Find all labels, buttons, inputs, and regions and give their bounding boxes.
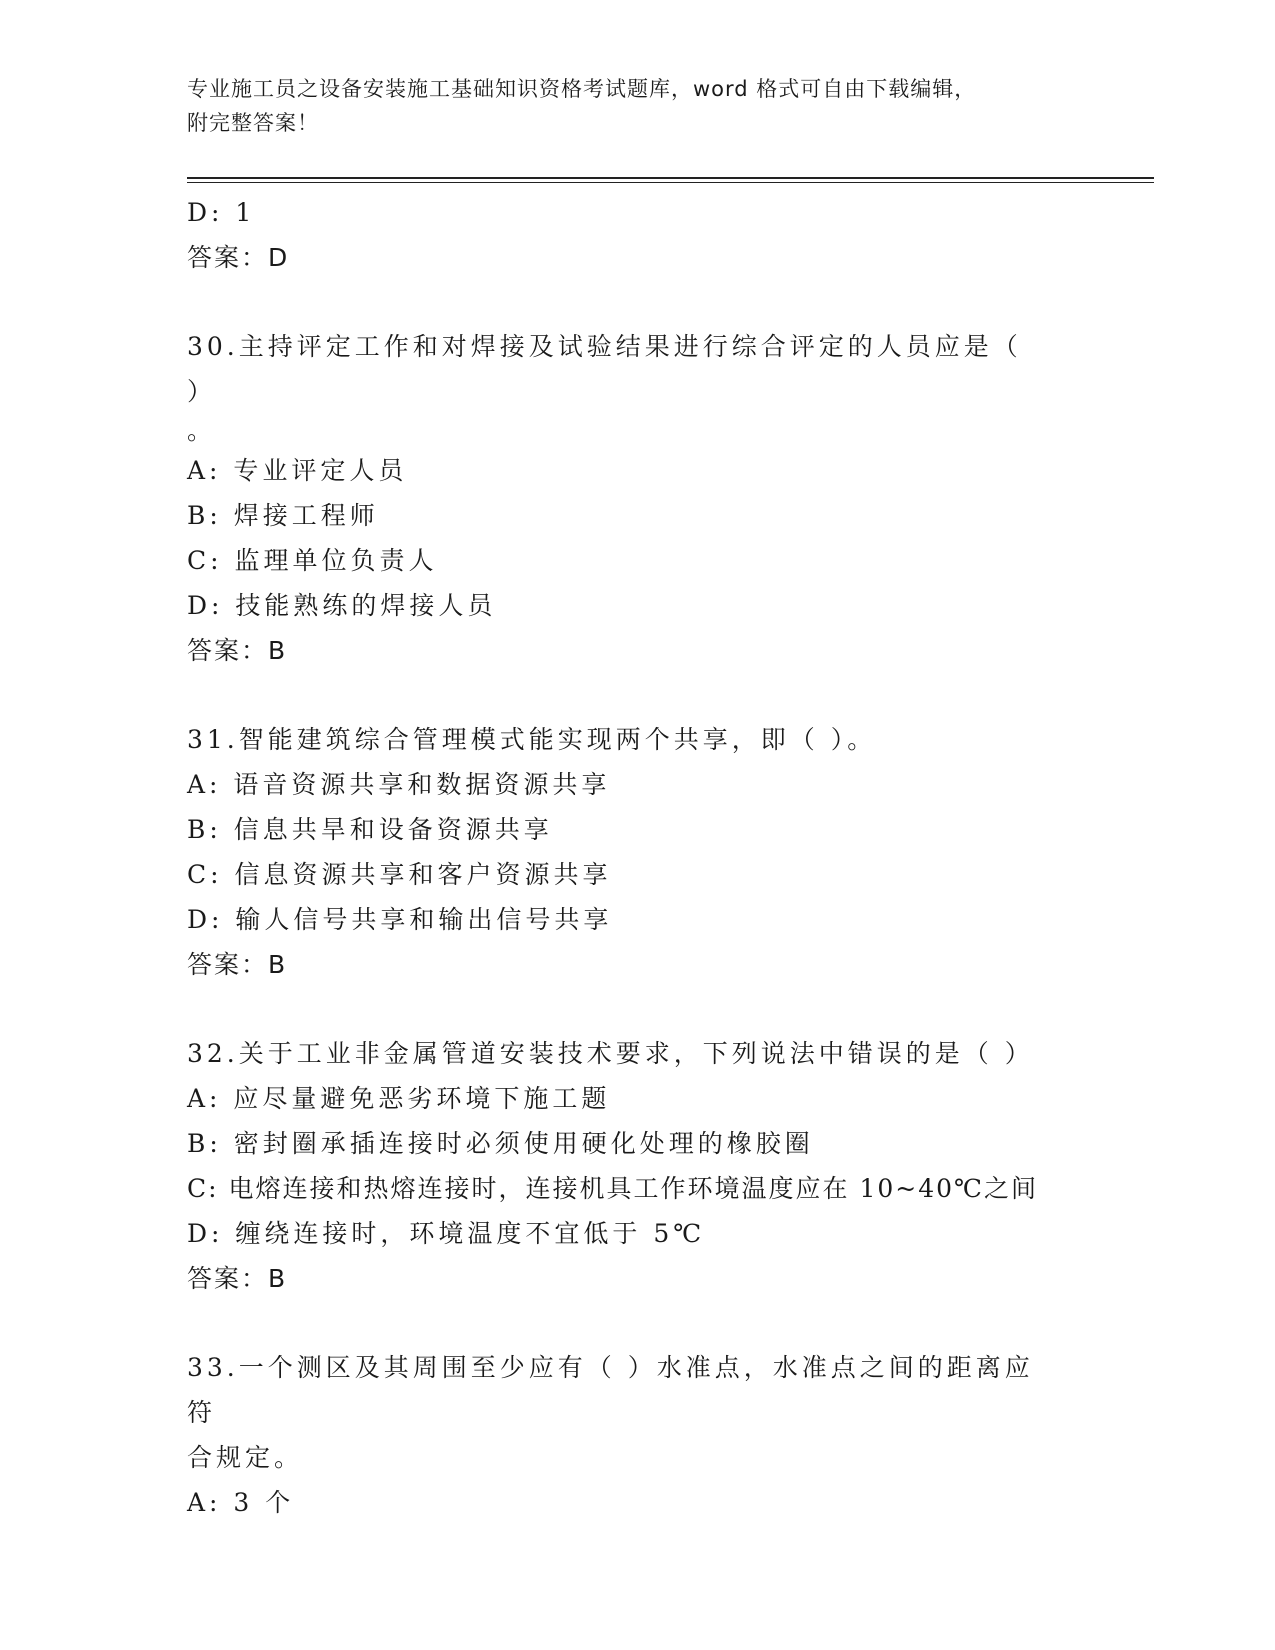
option-a: A: 专业评定人员	[187, 456, 408, 485]
question-31	[187, 717, 1067, 987]
option-d: D: 1	[187, 198, 256, 227]
question-stem-continuation: 。	[187, 416, 217, 445]
option-c: C: 信息资源共享和客户资源共享	[187, 860, 612, 889]
header-line-1: 专业施工员之设备安装施工基础知识资格考试题库，word 格式可自由下载编辑，	[187, 77, 977, 101]
answer-line: 答案：B	[187, 636, 288, 665]
option-a: A: 3 个	[187, 1488, 295, 1517]
header-divider-thin	[187, 182, 1154, 183]
previous-question-tail	[187, 190, 1067, 280]
option-b: B: 信息共旱和设备资源共享	[187, 815, 553, 844]
option-b: B: 焊接工程师	[187, 501, 379, 530]
answer-line: 答案：B	[187, 950, 288, 979]
question-stem: 32.关于工业非金属管道安装技术要求，下列说法中错误的是（ ）	[187, 1039, 1034, 1068]
question-list	[187, 190, 1067, 1525]
option-b: B: 密封圈承插连接时必须使用硬化处理的橡胶圈	[187, 1129, 814, 1158]
question-32	[187, 1031, 1067, 1301]
answer-line: 答案：D	[187, 243, 290, 272]
option-a: A: 应尽量避免恶劣环境下施工题	[187, 1084, 611, 1113]
question-30	[187, 324, 1067, 673]
answer-line: 答案：B	[187, 1264, 288, 1293]
question-stem: 33.一个测区及其周围至少应有（ ）水准点，水准点之间的距离应符	[187, 1353, 1034, 1427]
option-d: D: 技能熟练的焊接人员	[187, 591, 497, 620]
question-stem: 31.智能建筑综合管理模式能实现两个共享，即（ ）。	[187, 725, 877, 754]
option-d: D: 缠绕连接时，环境温度不宜低于 5℃	[187, 1219, 706, 1248]
header-line-2: 附完整答案！	[187, 111, 319, 135]
document-header	[187, 72, 1067, 140]
option-c: C: 电熔连接和热熔连接时，连接机具工作环境温度应在 10~40℃之间	[187, 1174, 1038, 1203]
header-divider-thick	[187, 177, 1154, 179]
option-c: C: 监理单位负责人	[187, 546, 438, 575]
question-33	[187, 1345, 1067, 1525]
question-stem: 30.主持评定工作和对焊接及试验结果进行综合评定的人员应是（ ）	[187, 332, 1022, 406]
option-d: D: 输人信号共享和输出信号共享	[187, 905, 613, 934]
option-a: A: 语音资源共享和数据资源共享	[187, 770, 611, 799]
question-stem-continuation: 合规定。	[187, 1443, 304, 1472]
